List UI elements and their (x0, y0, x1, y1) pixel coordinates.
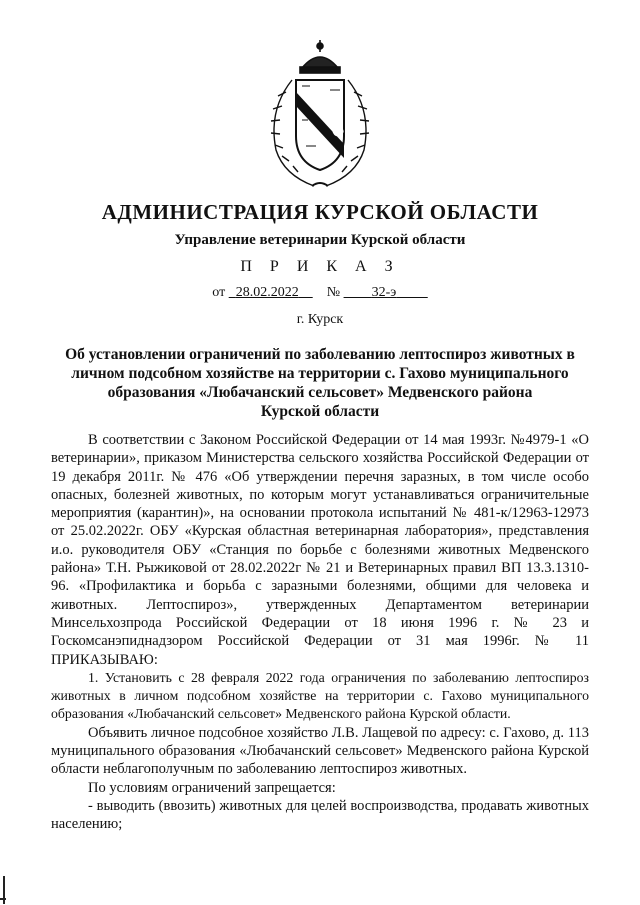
date-underline-start (229, 285, 236, 300)
title-line: Об установлении ограничений по заболеванию лептоспироз животных в (65, 346, 575, 363)
date-underline-end (299, 285, 313, 300)
declaration-paragraph: Объявить личное подсобное хозяйство Л.В. Лащевой по адресу: с. Гахово, д. 113 муниципального образования «Любачанский сельсовет» Медвенского района Курской области неблагополучным по заболеванию лептоспироз животных. (51, 724, 589, 778)
date-prefix: от (212, 285, 226, 300)
department-name: Управление ветеринарии Курской области (174, 232, 466, 248)
title-line: образования «Любачанский сельсовет» Медвенского района (107, 384, 533, 401)
scan-margin-mark (0, 898, 6, 900)
city: г. Курск (296, 312, 344, 327)
preamble-paragraph: В соответствии с Законом Российской Федерации от 14 мая 1993г. №4979-1 «О ветеринарии», приказом Министерства сельского хозяйства Российской Федерации от 19 декабря 2011г. № 476 «Об утверждении перечня заразных, в том числе особо опасных, болезней животных, по которым могут устанавливаться ограничительные мероприятия (карантин)», на основании протокола испытаний № 481-к/12963-12973 от 25.02.2022г. ОБУ «Курская областная ветеринарная лаборатория», представления и.о. руководителя ОБУ «Станция по борьбе с болезнями животных Медвенского района» Т.Н. Рыжиковой от 28.02.2022г № 21 и Ветеринарных правил ВП 13.3.1310-96. «Профилактика и борьба с заразными болезнями, общими для человека и животных. Лептоспироз», утвержденных Департаментом ветеринарии Минсельхозпрода Российской Федерации от 18 июня 1996 г. № 23 и Госкомсанэпиднадзором Российской Федерации от 31 мая 1996г. № 11 ПРИКАЗЫВАЮ: (51, 432, 589, 668)
number-prefix: № (326, 285, 341, 300)
organization-name: АДМИНИСТРАЦИЯ КУРСКОЙ ОБЛАСТИ (101, 200, 539, 224)
coat-of-arms-icon (262, 40, 378, 190)
ban-item-paragraph: - выводить (ввозить) животных для целей воспроизводства, продавать животных населению; (51, 797, 589, 833)
number-underline-end (396, 285, 428, 300)
title-line: Курской области (260, 403, 380, 420)
number-underline-start (344, 285, 372, 300)
conditions-paragraph: По условиям ограничений запрещается: (88, 779, 336, 796)
document-body (51, 431, 589, 834)
document-title (60, 345, 580, 421)
document-number: 32-э (371, 285, 397, 300)
document-type: П Р И К А З (240, 258, 400, 275)
date-number-line (0, 285, 640, 301)
item-1-paragraph: 1. Установить с 28 февраля 2022 года ограничения по заболеванию лептоспироз животных в личном подсобном хозяйстве на территории с. Гахово муниципального образования «Любачанский сельсовет» Медвенского района Курской области. (51, 669, 589, 722)
document-date: 28.02.2022 (235, 285, 299, 300)
title-line: личном подсобном хозяйстве на территории с. Гахово муниципального (71, 365, 569, 382)
